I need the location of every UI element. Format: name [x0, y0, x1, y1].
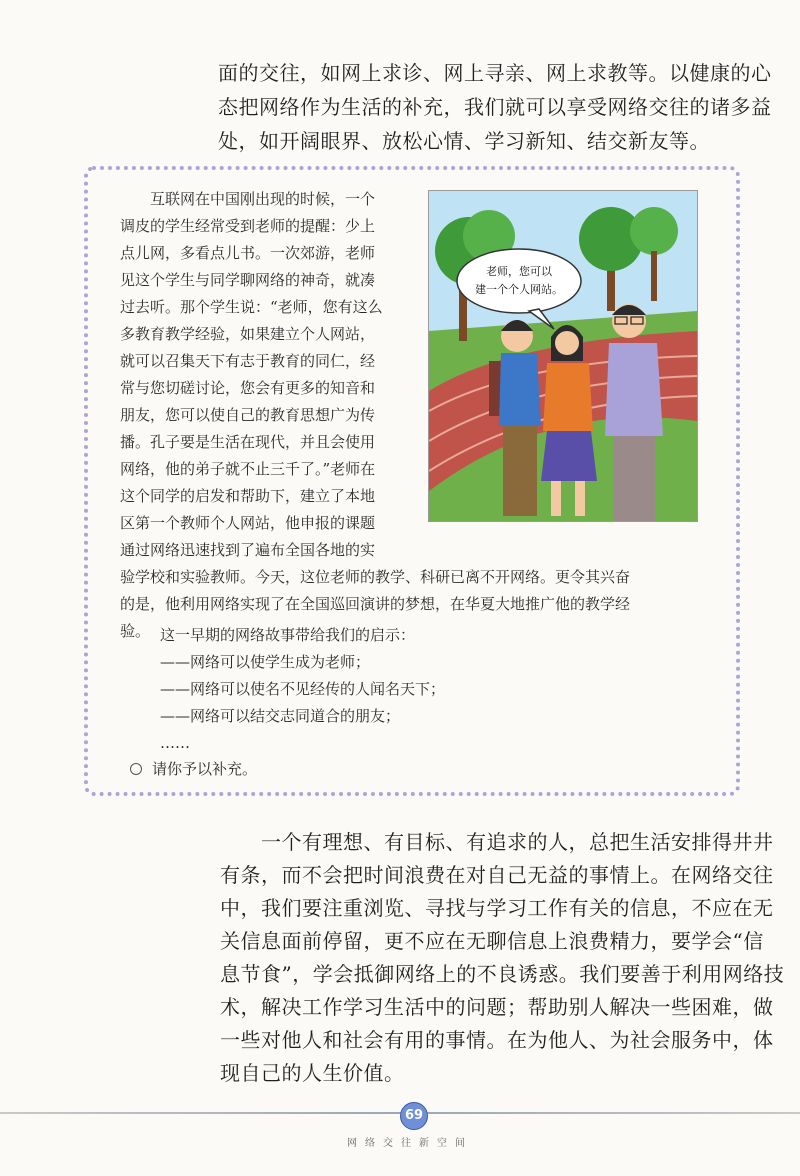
story-line: 这个同学的启发和帮助下，建立了本地 — [120, 487, 376, 505]
lesson-line: 这一早期的网络故事带给我们的启示： — [160, 626, 416, 644]
story-line: 过去听。那个学生说：“老师，您有这么 — [120, 298, 383, 316]
bubble-text-line: 建一个个人网站。 — [475, 283, 563, 296]
text-line: 现自己的人生价值。 — [220, 1061, 405, 1085]
story-line: 互联网在中国刚出现的时候，一个 — [120, 190, 376, 208]
circle-bullet-icon — [130, 763, 142, 775]
story-line: 就可以召集天下有志于教育的同仁，经 — [120, 352, 376, 370]
cartoon-illustration — [428, 190, 698, 522]
story-line: 通过网络迅速找到了遍布全国各地的实 — [120, 541, 376, 559]
story-line: 区第一个教师个人网站，他申报的课题 — [120, 514, 376, 532]
story-line: 播。孔子要是生活在现代，并且会使用 — [120, 433, 376, 451]
activity-prompt — [130, 758, 257, 779]
story-line: 网络，他的弟子就不止三千了。”老师在 — [120, 460, 376, 478]
story-line: 验学校和实验教师。今天，这位老师的教学、科研已离不开网络。更令其兴奋 — [120, 568, 631, 586]
lesson-line: ——网络可以使学生成为老师； — [160, 653, 371, 671]
text-line: 有条，而不会把时间浪费在对自己无益的事情上。在网络交往 — [220, 863, 774, 887]
story-line: 多教育教学经验，如果建立个人网站， — [120, 325, 376, 343]
text-line: 处，如开阔眼界、放松心情、学习新知、结交新友等。 — [218, 129, 710, 153]
lessons-list — [160, 622, 720, 757]
text-line: 面的交往，如网上求诊、网上寻亲、网上求教等。以健康的心 — [218, 61, 772, 85]
story-line: 朋友，您可以使自己的教育思想广为传 — [120, 406, 376, 424]
lesson-line: …… — [160, 734, 190, 752]
text-line: 中，我们要注重浏览、寻找与学习工作有关的信息，不应在无 — [220, 896, 774, 920]
text-line: 一个有理想、有目标、有追求的人，总把生活安排得井井 — [220, 830, 774, 854]
story-line: 调皮的学生经常受到老师的提醒：少上 — [120, 217, 376, 235]
page-number-badge: 69 — [400, 1102, 428, 1130]
text-line: 一些对他人和社会有用的事情。在为他人、为社会服务中，体 — [220, 1028, 774, 1052]
lesson-line: ——网络可以使名不见经传的人闻名天下； — [160, 680, 446, 698]
story-line: 见这个学生与同学聊网络的神奇，就凑 — [120, 271, 376, 289]
footer-chapter-title: 网络交往新空间 — [347, 1138, 473, 1149]
story-line: 常与您切磋讨论，您会有更多的知音和 — [120, 379, 376, 397]
bottom-paragraph — [220, 826, 785, 1090]
story-line: 点儿网，多看点儿书。一次郊游，老师 — [120, 244, 376, 262]
bubble-text-line: 老师，您可以 — [486, 265, 552, 278]
text-line: 关信息面前停留，更不应在无聊信息上浪费精力，要学会“信 — [220, 929, 764, 953]
text-line: 态把网络作为生活的补充，我们就可以享受网络交往的诸多益 — [218, 95, 772, 119]
top-paragraph — [218, 56, 772, 158]
text-line: 息节食”，学会抵御网络上的不良诱惑。我们要善于利用网络技 — [220, 962, 785, 986]
text-line: 术，解决工作学习生活中的问题；帮助别人解决一些困难，做 — [220, 995, 774, 1019]
story-line: 的是，他利用网络实现了在全国巡回演讲的梦想，在华夏大地推广他的教学经 — [120, 595, 631, 613]
prompt-text: 请你予以补充。 — [152, 760, 258, 778]
story-line: 验。 — [120, 622, 151, 640]
lesson-line: ——网络可以结交志同道合的朋友； — [160, 707, 401, 725]
cartoon-scene — [429, 191, 697, 521]
